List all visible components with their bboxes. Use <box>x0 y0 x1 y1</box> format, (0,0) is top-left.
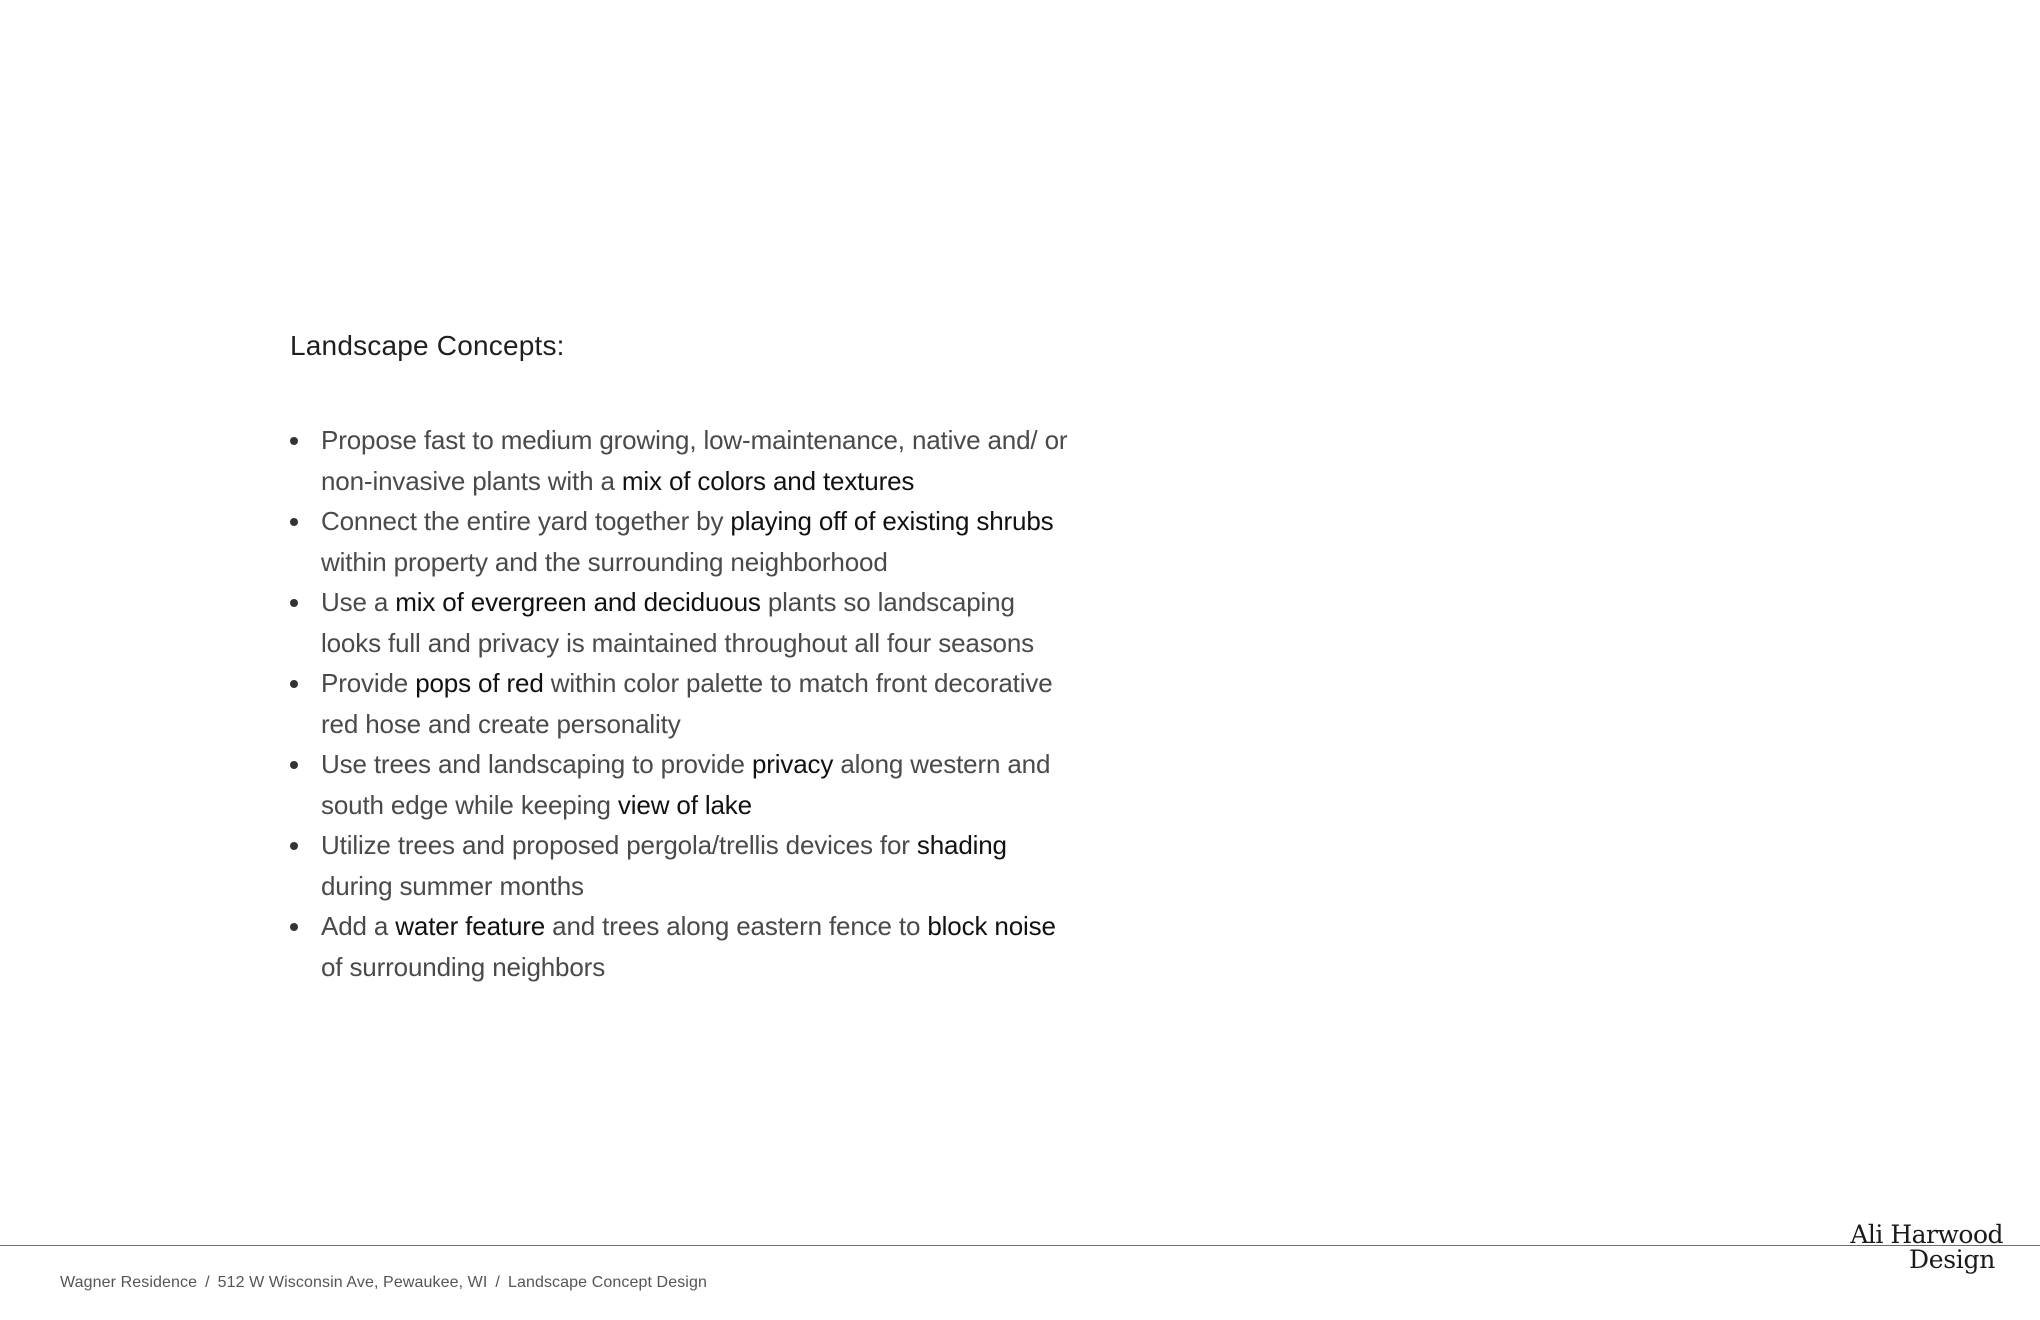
bullet-dot-icon <box>290 923 298 931</box>
bullet-text: Use trees and landscaping to provide <box>321 749 752 779</box>
bullet-text: Add a <box>321 911 396 941</box>
bullet-highlight: mix of colors and textures <box>621 465 915 496</box>
bullet-text: within color palette to match front decorative red hose and create personality <box>321 668 1053 739</box>
bullet-text: during summer months <box>321 870 584 901</box>
bullet-dot-icon <box>290 599 298 607</box>
bullet-highlight: block noise <box>927 911 1056 941</box>
bullet-text: along western and south edge while keeping <box>321 749 1051 820</box>
bullet-highlight: playing off of existing shrubs <box>730 506 1054 536</box>
footer-separator: / <box>495 1274 500 1291</box>
concept-bullet <box>290 501 1070 582</box>
concepts-list <box>290 420 1070 987</box>
bullet-highlight: privacy <box>751 749 834 779</box>
bullet-highlight: pops of red <box>415 668 544 698</box>
bullet-dot-icon <box>290 842 298 850</box>
footer-address: 512 W Wisconsin Ave, Pewaukee, WI <box>217 1274 488 1291</box>
bullet-highlight: mix of evergreen and deciduous <box>395 587 761 617</box>
concept-bullet <box>290 825 1070 906</box>
concept-bullet <box>290 582 1070 663</box>
concepts-section <box>290 324 1070 987</box>
logo-line-2: Design <box>1909 1245 1995 1274</box>
bullet-highlight: water feature <box>395 911 546 941</box>
bullet-text: Utilize trees and proposed pergola/trellis devices for <box>321 830 917 860</box>
footer-project: Wagner Residence <box>60 1274 198 1291</box>
bullet-text: Use a <box>321 587 396 617</box>
footer-divider <box>0 1245 2040 1246</box>
bullet-highlight: shading <box>916 830 1007 860</box>
concept-bullet <box>290 744 1070 825</box>
page-heading: Landscape Concepts: <box>290 330 565 361</box>
bullet-text: within property and the surrounding neighborhood <box>321 546 888 577</box>
bullet-text: plants so landscaping looks full and privacy is maintained throughout all four seasons <box>321 587 1035 658</box>
footer-document-title: Landscape Concept Design <box>507 1274 707 1291</box>
logo-line-1: Ali Harwood <box>1850 1220 2003 1249</box>
bullet-dot-icon <box>290 437 298 445</box>
bullet-text: Propose fast to medium growing, low-maintenance, native and/ or non-invasive plants with a <box>321 425 1068 496</box>
footer-caption <box>60 1274 707 1292</box>
bullet-text: Provide <box>321 668 416 698</box>
bullet-dot-icon <box>290 680 298 688</box>
bullet-text: and trees along eastern fence to <box>545 911 928 941</box>
bullet-text: of surrounding neighbors <box>321 951 606 982</box>
bullet-dot-icon <box>290 518 298 526</box>
bullet-text: Connect the entire yard together by <box>321 506 731 536</box>
concept-bullet <box>290 420 1070 501</box>
bullet-highlight: view of lake <box>617 789 752 820</box>
concept-bullet <box>290 663 1070 744</box>
concept-bullet <box>290 906 1070 987</box>
brand-logo <box>1850 1222 2003 1272</box>
footer-separator: / <box>205 1274 210 1291</box>
bullet-dot-icon <box>290 761 298 769</box>
